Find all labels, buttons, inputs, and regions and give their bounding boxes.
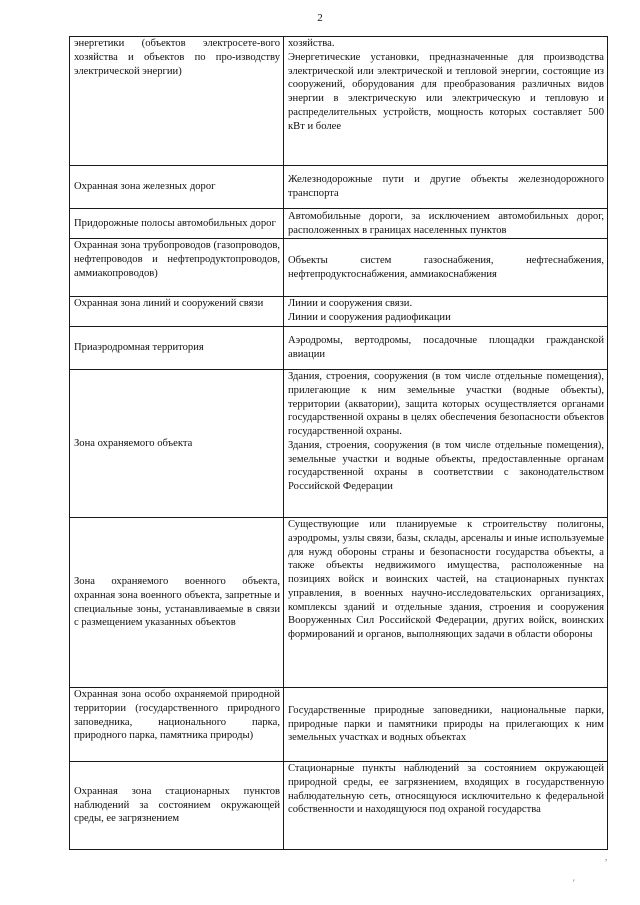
table-row [70,239,608,297]
table-row [70,762,608,850]
zone-cell: Зона охраняемого объекта [70,370,284,518]
zone-cell: Приаэродромная территория [70,327,284,370]
objects-text: Государственные природные заповедники, национальные парки, природные парки и памятники природы на прилегающих к ним земельных участках и водных объектах [288,704,604,744]
zone-cell: Охранная зона линий и сооружений связи [70,297,284,327]
zone-cell: Охранная зона особо охраняемой природной территории (государственного природного заповедника, национального парка, природного парка, памятника природы) [70,688,284,762]
objects-text: Здания, строения, сооружения (в том числе отдельные помещения), земельные участки и водные объекты, предоставленные органам государственной охраны в соответствии с законодательством Российской Федерации [288,439,604,493]
objects-cell [284,688,608,762]
objects-text: Аэродромы, вертодромы, посадочные площадки гражданской авиации [288,335,604,360]
zones-table [69,36,608,850]
zone-cell: Придорожные полосы автомобильных дорог [70,209,284,239]
zone-cell: Зона охраняемого военного объекта, охранная зона военного объекта, запретные и специальные зоны, устанавливаемые в связи с размещением указанных объектов [70,518,284,688]
table-row [70,518,608,688]
objects-cell [284,370,608,518]
table-row [70,688,608,762]
table-row [70,297,608,327]
table-row [70,327,608,370]
table-row [70,166,608,209]
zone-cell: энергетики (объектов электросете-вого хозяйства и объектов по про-изводству электрической энергии) [70,37,284,166]
zone-cell: Охранная зона трубопроводов (газопроводов, нефтепроводов и нефтепродуктопроводов, аммиакопроводов) [70,239,284,297]
objects-text: Объекты систем газоснабжения, нефтеснабжения, нефтепродуктоснабжения, аммиакоснабжения [288,254,604,280]
objects-text: Автомобильные дороги, за исключением автомобильных дорог, расположенных в границах населенных пунктов [288,210,604,236]
objects-text: хозяйства. [288,38,335,49]
objects-text: Существующие или планируемые к строительству полигоны, аэродромы, узлы связи, базы, склады, арсеналы и иные используемые для нужд обороны страны и безопасности государства объекты, а также объекты недвижимого имущества, расположенные на позициях войск и воинских частей, на стационарных пунктах управления, в военных научно-исследовательских организациях, комплексы зданий и отдельные здания, строения и сооружения Вооруженных Сил Российской Федерации, других войск, воинских формирований и органов, выполняющих задачи в области обороны [288,519,604,641]
table-row [70,37,608,166]
objects-cell [284,37,608,166]
zone-cell: Охранная зона стационарных пунктов наблюдений за состоянием окружающей среды, ее загрязнением [70,762,284,850]
objects-text: Железнодорожные пути и другие объекты железнодорожного транспорта [288,174,604,199]
objects-cell [284,518,608,688]
objects-text: Здания, строения, сооружения (в том числе отдельные помещения), прилегающие к ним земельные участки (водные объекты), территории (акватории), защита которых осуществляется органами государственной охраны в целях обеспечения безопасности объектов государственной охраны. [288,371,604,438]
table-row [70,209,608,239]
table-row [70,370,608,518]
objects-cell [284,762,608,850]
objects-text: Энергетические установки, предназначенные для производства электрической или электрической и тепловой энергии, состоящие из сооружений, оборудования для преобразования различных видов энергии в электрическую или электрическую и тепловую и распределительных устройств, мощность которых составляет 500 кВт и более [288,51,604,132]
objects-cell [284,166,608,209]
objects-text: Линии и сооружения связи. [288,298,413,309]
objects-cell [284,297,608,327]
objects-cell [284,239,608,297]
objects-cell [284,327,608,370]
scan-mark: ' [573,878,575,888]
page-number: 2 [317,12,323,24]
objects-text: Стационарные пункты наблюдений за состоянием окружающей природной среды, ее загрязнением, входящих в государственную наблюдательную сеть, относящуюся исключительно к федеральной собственности и находящуюся под охраной государства [288,763,604,816]
scan-mark: , [605,852,608,862]
objects-text: Линии и сооружения радиофикации [288,311,451,323]
zone-cell: Охранная зона железных дорог [70,166,284,209]
objects-cell [284,209,608,239]
